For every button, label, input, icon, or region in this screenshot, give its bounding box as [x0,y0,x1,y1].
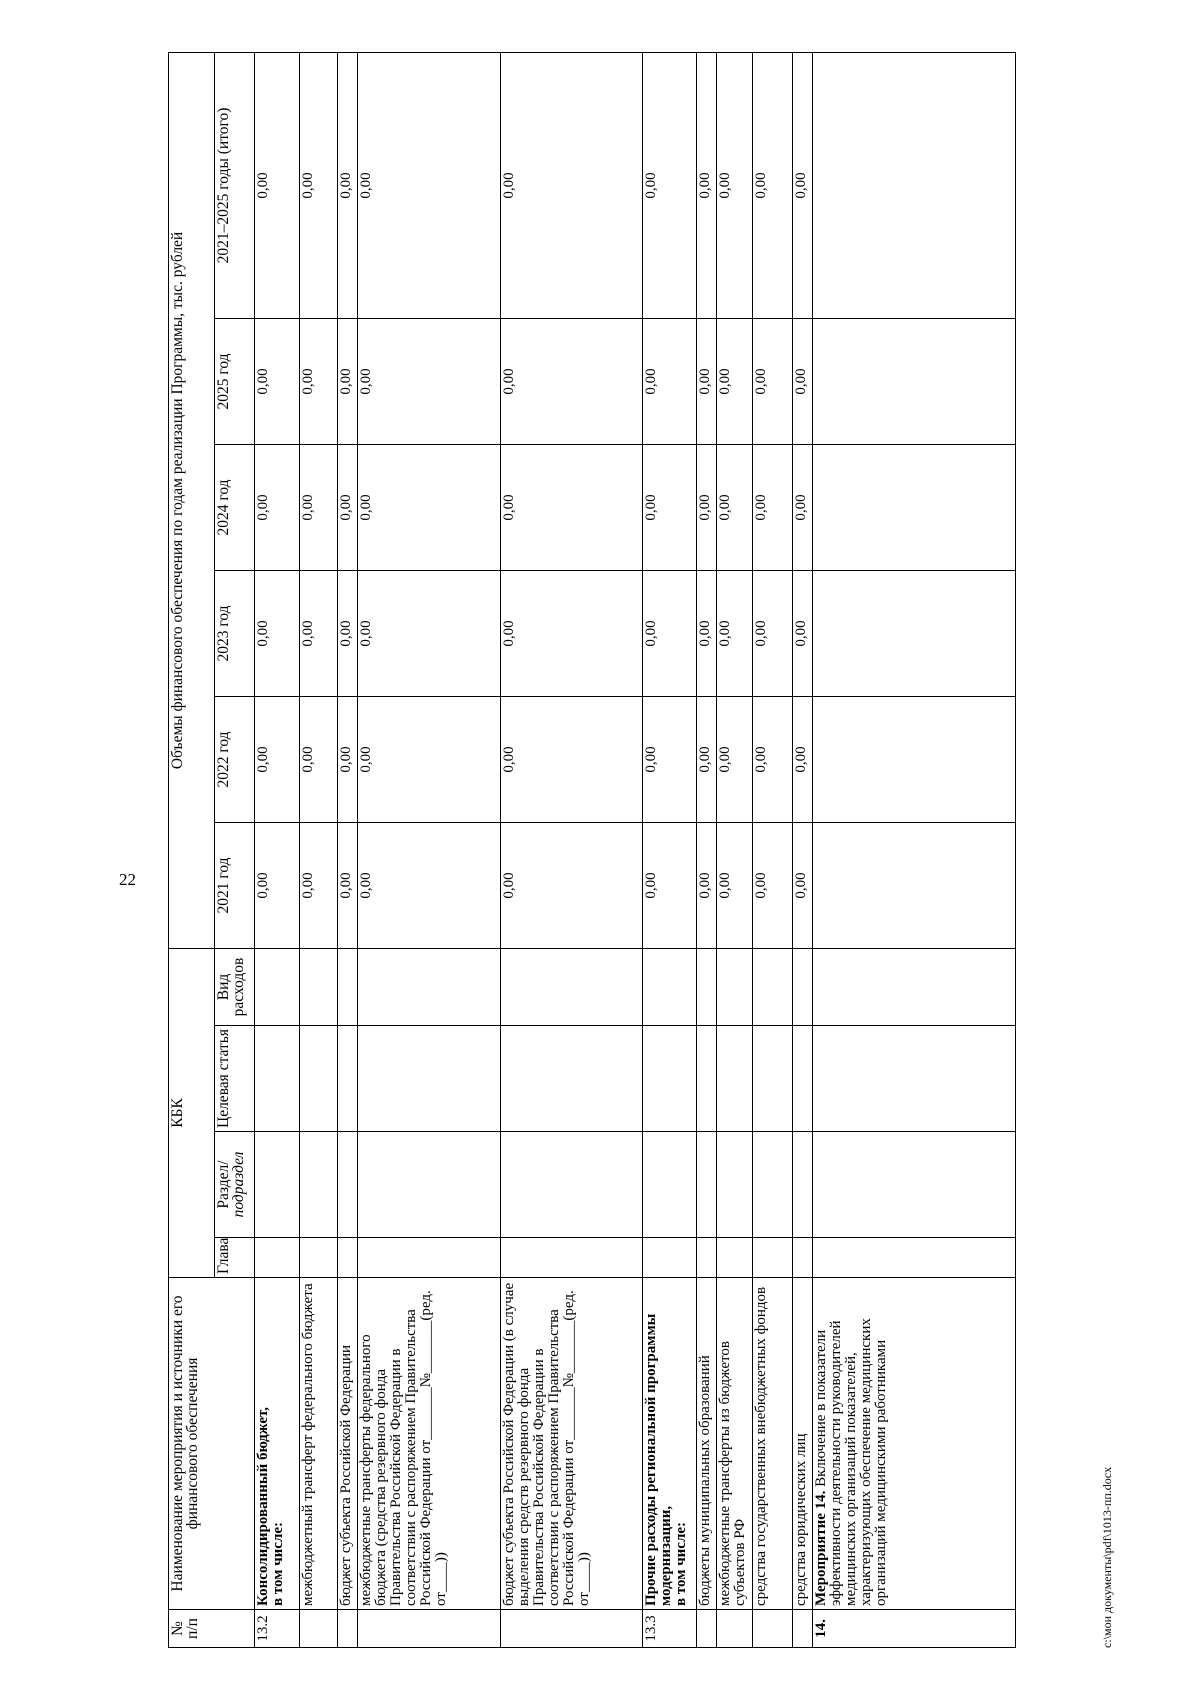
table-row [753,52,793,1647]
value-cell: 0,00 [338,696,358,822]
value-cell: 0,00 [793,444,813,570]
value-cell: 0,00 [643,318,696,444]
value-cell: 0,00 [793,52,813,318]
podrazdel-label: подраздел [230,1151,247,1218]
value-cell: 0,00 [500,318,642,444]
value-cell: 0,00 [299,444,338,570]
value-cell: 0,00 [255,696,300,822]
kbk-cell [696,1132,716,1238]
value-cell: 0,00 [793,696,813,822]
table-row [338,52,358,1647]
row-name-text: Включение в показатели эффективности деятельности руководителей медицинских организаций показателей, характеризующих обеспечение медицинских организаций медицинскими работниками [813,1318,890,1606]
row-name-text: межбюджетные трансферты из бюджетов субъектов РФ [716,1341,748,1606]
value-cell: 0,00 [716,318,753,444]
value-cell: 0,00 [338,444,358,570]
kbk-cell [753,1026,793,1132]
kbk-cell [358,1238,500,1278]
row-number [793,1610,813,1648]
kbk-cell [716,1238,753,1278]
row-number [299,1610,338,1648]
row-name [500,1278,642,1610]
kbk-cell [255,948,300,1025]
value-cell: 0,00 [358,318,500,444]
value-cell: 0,00 [643,444,696,570]
row-name [793,1278,813,1610]
value-cell: 0,00 [696,570,716,696]
kbk-cell [793,948,813,1025]
kbk-cell [643,948,696,1025]
header-glava: Глава [215,1238,255,1278]
row-number [753,1610,793,1648]
kbk-cell [793,1026,813,1132]
value-cell: 0,00 [255,318,300,444]
table-row [696,52,716,1647]
value-cell: 0,00 [753,444,793,570]
kbk-cell [793,1132,813,1238]
row-name [255,1278,300,1610]
row-name-text: бюджет субъекта Российской Федерации [338,1344,355,1606]
kbk-cell [255,1132,300,1238]
row-name-text: бюджет субъекта Российской Федерации (в случае выделения средств резервного фонда Правительства Российской Федерации в соответствии с распоряжением Правительства Российской Федерации от_______№_______(ред. от____)) [500,1282,592,1606]
kbk-cell [643,1132,696,1238]
kbk-cell [813,1026,1016,1132]
kbk-cell [643,1238,696,1278]
value-cell: 0,00 [753,52,793,318]
header-name: Наименование мероприятия и источники его финансового обеспечения [169,1278,255,1610]
kbk-cell [358,1132,500,1238]
table-row [358,52,500,1647]
value-cell: 0,00 [793,822,813,948]
kbk-cell [696,1026,716,1132]
value-cell: 0,00 [793,570,813,696]
header-razdel [215,1132,255,1238]
row-number: 13.2 [255,1610,300,1648]
kbk-cell [255,1026,300,1132]
value-cell: 0,00 [500,444,642,570]
file-path-footer [1100,1466,1116,1648]
file-path-text: c:\мои документы\pdf\1013-пп.docx [1100,1466,1114,1648]
kbk-cell [716,1026,753,1132]
header-year-2025: 2025 год [215,318,255,444]
value-cell: 0,00 [338,318,358,444]
value-cell: 0,00 [716,570,753,696]
value-cell: 0,00 [358,52,500,318]
row-name-bold: Прочие расходы региональной программы модернизации, [643,1313,675,1606]
value-cell: 0,00 [696,52,716,318]
row-number [696,1610,716,1648]
value-cell: 0,00 [696,444,716,570]
table-row [255,52,300,1647]
value-cell [813,444,1016,570]
kbk-cell [338,1238,358,1278]
value-cell: 0,00 [753,318,793,444]
value-cell: 0,00 [299,52,338,318]
kbk-cell [358,948,500,1025]
value-cell: 0,00 [753,822,793,948]
header-volumes: Объемы финансового обеспечения по годам реализации Программы, тыс. рублей [169,52,215,948]
value-cell [813,696,1016,822]
kbk-cell [500,948,642,1025]
value-cell: 0,00 [255,444,300,570]
kbk-cell [753,948,793,1025]
table-row [643,52,696,1647]
value-cell [813,318,1016,444]
kbk-cell [813,1238,1016,1278]
value-cell: 0,00 [299,696,338,822]
kbk-cell [793,1238,813,1278]
row-name-bold: Мероприятие 14. [813,1490,830,1606]
value-cell: 0,00 [753,570,793,696]
value-cell [813,570,1016,696]
value-cell: 0,00 [338,822,358,948]
kbk-cell [500,1132,642,1238]
header-celevaya: Целевая статья [215,1026,255,1132]
header-vid: Вид расходов [215,948,255,1025]
kbk-cell [299,1132,338,1238]
table-row [813,52,1016,1647]
row-name [299,1278,338,1610]
value-cell: 0,00 [358,696,500,822]
row-number [338,1610,358,1648]
value-cell: 0,00 [716,822,753,948]
kbk-cell [299,1026,338,1132]
row-name [716,1278,753,1610]
table-row [299,52,338,1647]
value-cell: 0,00 [696,318,716,444]
header-kbk: КБК [169,948,215,1277]
value-cell: 0,00 [643,570,696,696]
header-year-2021: 2021 год [215,822,255,948]
value-cell: 0,00 [500,52,642,318]
value-cell: 0,00 [716,696,753,822]
kbk-cell [716,1132,753,1238]
value-cell: 0,00 [299,570,338,696]
table-row [793,52,813,1647]
value-cell: 0,00 [793,318,813,444]
rotated-table-container [168,52,1016,1648]
row-name [358,1278,500,1610]
value-cell: 0,00 [338,570,358,696]
kbk-cell [255,1238,300,1278]
header-num: № п/п [169,1610,255,1648]
row-number: 14. [813,1610,1016,1648]
kbk-cell [500,1238,642,1278]
value-cell: 0,00 [643,52,696,318]
row-name [643,1278,696,1610]
page-number: 22 [119,870,136,889]
financing-table [168,52,1016,1648]
kbk-cell [753,1132,793,1238]
row-name [338,1278,358,1610]
table-body [255,52,1016,1647]
row-number [500,1610,642,1648]
value-cell [813,822,1016,948]
value-cell: 0,00 [696,696,716,822]
table-row [716,52,753,1647]
header-year-2024: 2024 год [215,444,255,570]
header-year-total: 2021–2025 годы (итого) [215,52,255,318]
kbk-cell [753,1238,793,1278]
razdel-label: Раздел/ [215,1160,232,1209]
kbk-cell [813,948,1016,1025]
value-cell [813,52,1016,318]
kbk-cell [716,948,753,1025]
value-cell: 0,00 [255,570,300,696]
value-cell: 0,00 [500,696,642,822]
kbk-cell [358,1026,500,1132]
kbk-cell [643,1026,696,1132]
header-year-2022: 2022 год [215,696,255,822]
header-year-2023: 2023 год [215,570,255,696]
row-number [358,1610,500,1648]
row-name-text: средства юридических лиц [793,1433,810,1606]
value-cell: 0,00 [299,318,338,444]
value-cell: 0,00 [358,570,500,696]
kbk-cell [299,948,338,1025]
value-cell: 0,00 [500,570,642,696]
kbk-cell [696,948,716,1025]
row-name [753,1278,793,1610]
kbk-cell [338,1132,358,1238]
row-name-text: межбюджетные трансферты федерального бюджета (средства резервного фонда Правительства Российской Федерации в соответствии с распоряжением Правительства Российской Федерации от_______№_______(ред. от____)) [358,1290,450,1606]
row-name [696,1278,716,1610]
value-cell: 0,00 [643,822,696,948]
value-cell: 0,00 [753,696,793,822]
row-number [716,1610,753,1648]
row-name-bold-sub: в том числе: [270,1521,286,1606]
table-row [500,52,642,1647]
value-cell: 0,00 [358,444,500,570]
value-cell: 0,00 [358,822,500,948]
kbk-cell [299,1238,338,1278]
value-cell: 0,00 [716,444,753,570]
value-cell: 0,00 [299,822,338,948]
row-name [813,1278,1016,1610]
kbk-cell [338,948,358,1025]
value-cell: 0,00 [716,52,753,318]
value-cell: 0,00 [338,52,358,318]
kbk-cell [813,1132,1016,1238]
value-cell: 0,00 [255,52,300,318]
value-cell: 0,00 [696,822,716,948]
row-name-text: бюджеты муниципальных образований [696,1355,713,1606]
row-name-text: средства государственных внебюджетных фондов [753,1286,770,1606]
row-name-bold-sub: в том числе: [673,1521,690,1606]
value-cell: 0,00 [500,822,642,948]
value-cell: 0,00 [643,696,696,822]
value-cell: 0,00 [255,822,300,948]
kbk-cell [696,1238,716,1278]
kbk-cell [500,1026,642,1132]
row-number: 13.3 [643,1610,696,1648]
row-name-bold: Консолидированный бюджет, [255,1407,271,1606]
row-name-text: межбюджетный трансферт федерального бюджета [299,1283,316,1606]
kbk-cell [338,1026,358,1132]
